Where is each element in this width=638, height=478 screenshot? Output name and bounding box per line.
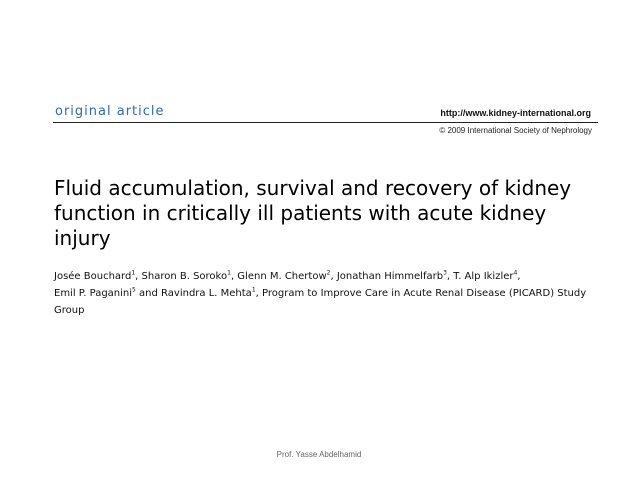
author-list [54, 268, 614, 319]
author-1 [54, 271, 135, 282]
author-separator: and [135, 288, 162, 299]
header-divider [53, 122, 598, 123]
author-name: Ravindra L. Mehta [161, 288, 252, 299]
author-name: Jonathan Himmelfarb [336, 271, 444, 282]
author-name: Josée Bouchard [54, 271, 132, 282]
author-affiliation: 2 [326, 269, 331, 277]
author-name: Emil P. Paganini [54, 288, 133, 299]
author-separator: , [517, 271, 521, 282]
author-separator: , [446, 271, 454, 282]
author-name: Glenn M. Chertow [237, 271, 327, 282]
study-group: Program to Improve Care in Acute Renal Disease (PICARD) Study Group [54, 288, 587, 316]
author-affiliation: 1 [227, 269, 231, 277]
author-separator: , [230, 271, 238, 282]
author-separator: , [135, 271, 142, 282]
author-5 [453, 271, 517, 282]
author-3 [237, 271, 330, 282]
author-affiliation: 4 [513, 269, 518, 277]
author-name: Sharon B. Soroko [141, 271, 228, 282]
author-separator: , [330, 271, 337, 282]
author-affiliation: 3 [443, 269, 447, 277]
author-2 [142, 271, 231, 282]
author-name: T. Alp Ikizler [453, 271, 514, 282]
author-affiliation: 5 [132, 286, 136, 294]
author-4 [337, 271, 447, 282]
author-6 [54, 288, 136, 299]
author-separator: , [255, 288, 262, 299]
article-title: Fluid accumulation, survival and recovery of kidney function in critically ill patients with acute kidney injury [54, 176, 572, 250]
author-affiliation: 1 [131, 269, 136, 277]
author-affiliation: 1 [251, 286, 256, 294]
author-7 [161, 288, 256, 299]
section-label: original article [55, 104, 165, 119]
journal-url[interactable]: http://www.kidney-international.org [440, 108, 591, 118]
copyright-notice: © 2009 International Society of Nephrology [439, 126, 592, 135]
presenter-footer: Prof. Yasse Abdelhamid [276, 450, 362, 459]
